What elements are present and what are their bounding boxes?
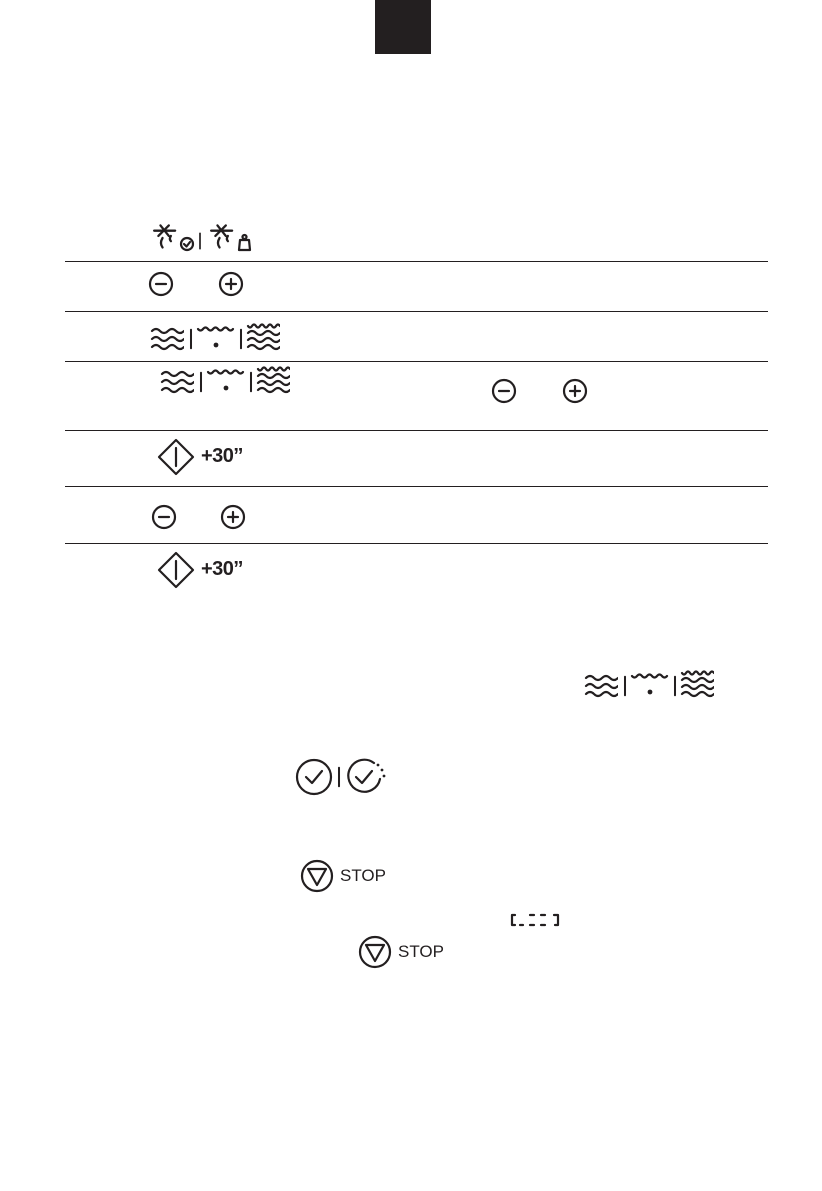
- start-plus-30-label: +30’’: [201, 445, 243, 467]
- clock-icon: [294, 757, 334, 797]
- power-level-icons: [160, 366, 290, 398]
- blank-display-icon: [510, 913, 560, 927]
- start-diamond-icon: [157, 438, 195, 476]
- minus-circle-icon: [151, 504, 177, 530]
- plus-circle-icon: [220, 504, 246, 530]
- minus-circle-icon: [148, 271, 174, 297]
- plus-circle-icon: [218, 271, 244, 297]
- divider: [65, 261, 768, 262]
- power-level-icons: [584, 670, 714, 702]
- stop-triangle-icon: [300, 859, 334, 893]
- separator-bar: [336, 765, 342, 789]
- section-tab: [375, 0, 431, 54]
- stop-label: STOP: [340, 866, 386, 885]
- timer-icon: [344, 757, 388, 797]
- start-diamond-icon: [157, 551, 195, 589]
- defrost-weight-icon: [207, 222, 253, 254]
- stop-label: STOP: [398, 942, 444, 961]
- start-plus-30-label: +30’’: [201, 558, 243, 580]
- defrost-time-icon: [150, 222, 196, 254]
- divider: [65, 430, 768, 431]
- power-level-icons: [150, 323, 280, 355]
- divider: [65, 311, 768, 312]
- plus-circle-icon: [562, 378, 588, 404]
- separator-bar: [197, 231, 203, 251]
- stop-triangle-icon: [358, 935, 392, 969]
- divider: [65, 543, 768, 544]
- divider: [65, 486, 768, 487]
- divider: [65, 361, 768, 362]
- minus-circle-icon: [491, 378, 517, 404]
